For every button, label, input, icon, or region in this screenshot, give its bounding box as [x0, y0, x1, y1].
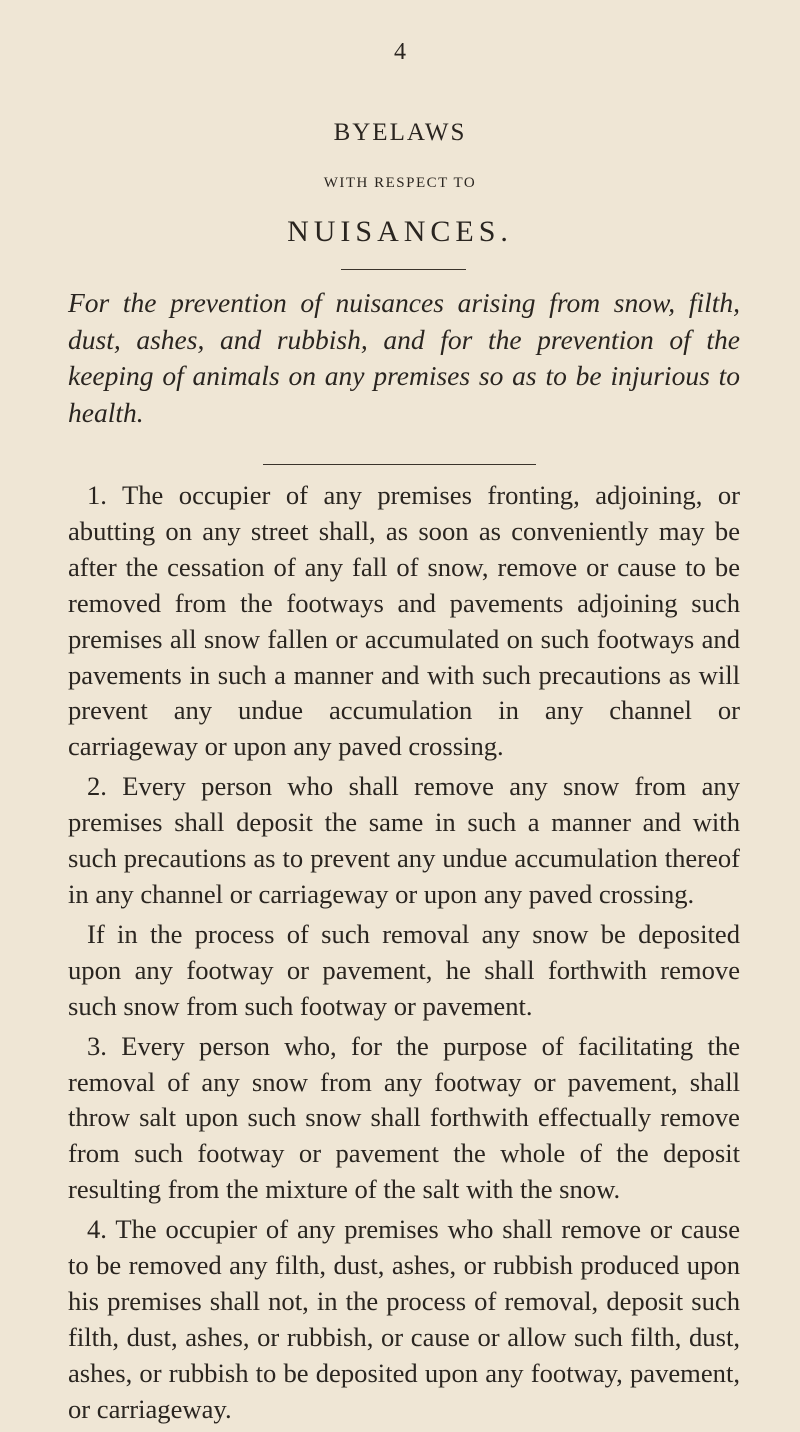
byelaw-paragraph-2-continued: If in the process of such removal any snow be deposited upon any footway or pavement, he shall forthwith remove such snow from such footway or pavement.: [68, 918, 740, 1021]
byelaw-paragraph-1: 1. The occupier of any premises fronting, adjoining, or abutting on any street shall, as soon as conveniently may be after the cessation of any fall of snow, remove or cause to be removed from the footways and pavements adjoining such premises all snow fallen or accumulated on such footways and pavements in such a manner and with such precautions as will prevent any undue accumulation in any channel or carriageway or upon any paved crossing.: [68, 480, 740, 762]
byelaw-body: [68, 478, 740, 1432]
document-title: BYELAWS: [333, 119, 467, 146]
preamble-text: For the prevention of nuisances arising from snow, filth, dust, ashes, and rubbish, and for the prevention of the keeping of animals on any premises so as to be injurious to health.: [68, 287, 740, 428]
byelaw-paragraph-2: 2. Every person who shall remove any snow from any premises shall deposit the same in such a manner and with such precautions as to prevent any undue accumulation thereof in any channel or carriageway or upon any paved crossing.: [68, 771, 740, 909]
byelaw-paragraph-4: 4. The occupier of any premises who shall remove or cause to be removed any filth, dust, ashes, or rubbish produced upon his premises shall not, in the process of removal, deposit such filth, dust, ashes, or rubbish, or cause or allow such filth, dust, ashes, or rubbish to be deposited upon any footway, pavement, or carriageway.: [68, 1214, 740, 1424]
divider-rule: [341, 269, 466, 270]
byelaw-paragraph-3: 3. Every person who, for the purpose of facilitating the removal of any snow from any footway or pavement, shall throw salt upon such snow shall forthwith effectually remove from such footway or pavement the whole of the deposit resulting from the mixture of the salt with the snow.: [68, 1030, 740, 1205]
divider-rule: [263, 464, 536, 465]
document-subtitle: WITH RESPECT TO: [323, 175, 477, 191]
section-heading: NUISANCES.: [287, 215, 513, 248]
page-number: 4: [394, 39, 406, 65]
